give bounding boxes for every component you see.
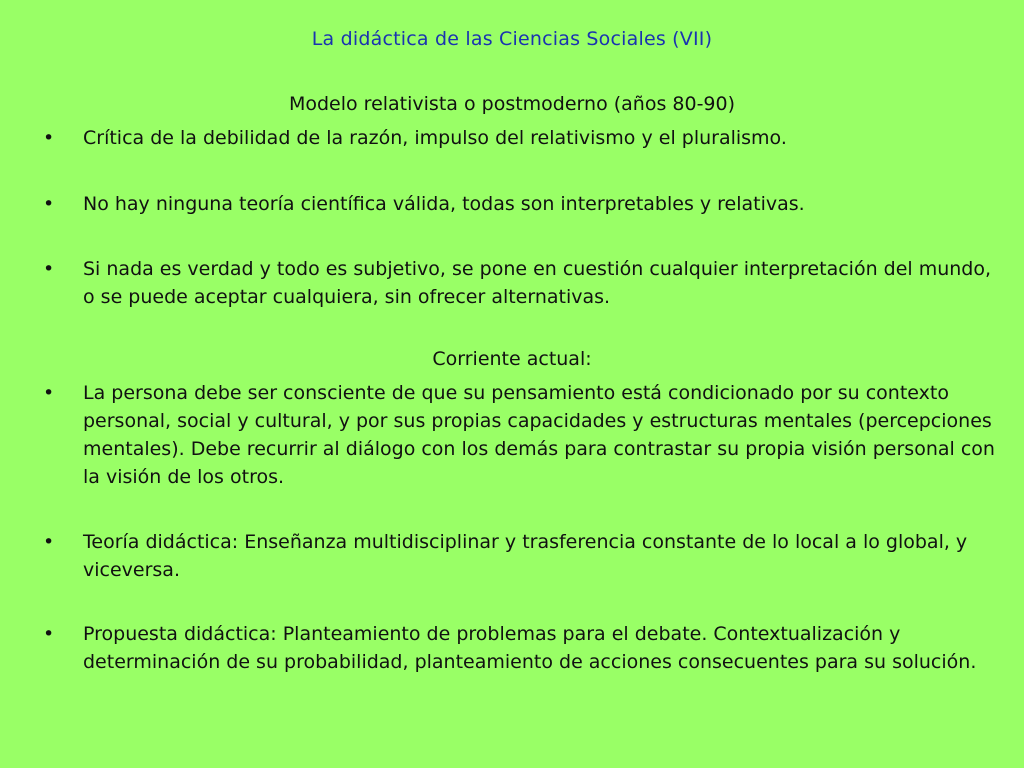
bullet-text: Si nada es verdad y todo es subjetivo, se pone en cuestión cualquier interpretación del mundo, o se puede aceptar cualquiera, sin ofrecer alternativas. [83,258,992,308]
bullet-icon: • [43,382,55,404]
bullet-text: Crítica de la debilidad de la razón, impulso del relativismo y el pluralismo. [83,127,787,149]
bullet-icon: • [43,127,55,149]
bullet-text: No hay ninguna teoría científica válida, todas son interpretables y relativas. [83,193,805,215]
bullet-icon: • [43,193,55,215]
bullet-icon: • [43,258,55,280]
section-heading-relativist-model: Modelo relativista o postmoderno (años 80-90) [288,93,736,115]
section-heading-current-trend: Corriente actual: [432,348,592,370]
bullet-icon: • [43,531,55,553]
bullet-text: La persona debe ser consciente de que su pensamiento está condicionado por su contexto personal, social y cultural, y por sus propias capacidades y estructuras mentales (percepciones mentales). Debe recurrir al diálogo con los demás para contrastar su propia visión personal con la visión de los otros. [83,382,995,488]
bullet-text: Propuesta didáctica: Planteamiento de problemas para el debate. Contextualización y determinación de su probabilidad, planteamiento de acciones consecuentes para su solución. [83,623,977,673]
slide-title: La didáctica de las Ciencias Sociales (VII) [311,28,713,50]
bullet-icon: • [43,623,55,645]
bullet-text: Teoría didáctica: Enseñanza multidisciplinar y trasferencia constante de lo local a lo global, y viceversa. [83,531,968,581]
